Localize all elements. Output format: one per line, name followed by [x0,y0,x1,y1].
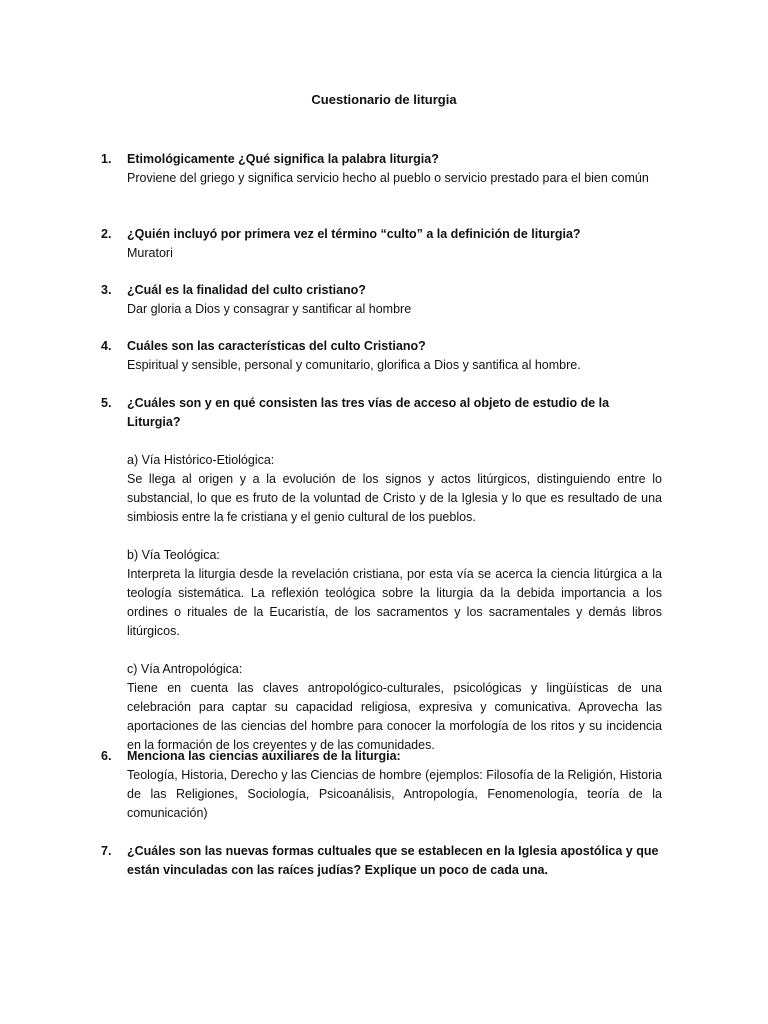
document-title: Cuestionario de liturgia [311,92,457,107]
sub-section-title: b) Vía Teológica: [127,548,220,562]
answer-text: Proviene del griego y significa servicio hecho al pueblo o servicio prestado para el bien común [127,171,649,185]
question-number: 2. [101,227,112,241]
question-item [101,747,662,823]
sub-section-text: Tiene en cuenta las claves antropológico-culturales, psicológicas y lingüísticas de una celebración para captar su capacidad religiosa, expresiva y comunicativa. Aprovecha las aportaciones de las ciencias del hombre para conocer la morfología de los ritos y su incidencia en la formación de los creyentes y de las comunidades. [127,681,662,752]
question-item [101,337,662,375]
question-text: ¿Cuáles son y en qué consisten las tres vías de acceso al objeto de estudio de la Liturgia? [127,396,610,429]
answer-text: Teología, Historia, Derecho y las Ciencias de hombre (ejemplos: Filosofía de la Religión, Historia de las Religiones, Sociología, Psicoanálisis, Antropología, Fenomenología, teoría de la comunicación) [127,768,662,820]
question-item [101,394,662,755]
question-text: Etimológicamente ¿Qué significa la palabra liturgia? [127,152,439,166]
question-text: ¿Quién incluyó por primera vez el término “culto” a la definición de liturgia? [127,227,581,241]
sub-section [127,451,662,527]
question-number: 6. [101,749,112,763]
question-item [101,842,662,880]
question-text: Menciona las ciencias auxiliares de la liturgia: [127,749,401,763]
question-item [101,225,662,263]
question-number: 7. [101,844,112,858]
sub-section-title: a) Vía Histórico-Etiológica: [127,453,275,467]
question-text: ¿Cuáles son las nuevas formas cultuales que se establecen en la Iglesia apostólica y que están vinculadas con las raíces judías? Explique un poco de cada una. [127,844,659,877]
sub-section-text: Interpreta la liturgia desde la revelación cristiana, por esta vía se acerca la ciencia litúrgica a la teología sistemática. La reflexión teológica sobre la liturgia da la debida importancia a los ordines o rituales de la Eucaristía, de los sacramentos y los sacramentales y demás libros litúrgicos. [127,567,662,638]
question-item [101,281,662,319]
answer-text: Dar gloria a Dios y consagrar y santificar al hombre [127,302,412,316]
question-item [101,150,662,188]
question-number: 4. [101,339,112,353]
question-number: 1. [101,152,112,166]
question-text: ¿Cuál es la finalidad del culto cristiano? [127,283,366,297]
sub-section-text: Se llega al origen y a la evolución de los signos y actos litúrgicos, distinguiendo entre lo substancial, lo que es fruto de la voluntad de Cristo y de la Iglesia y lo que es resultado de una simbiosis entre la fe cristiana y el genio cultural de los pueblos. [127,472,662,524]
answer-text: Espiritual y sensible, personal y comunitario, glorifica a Dios y santifica al hombre. [127,358,581,372]
question-number: 5. [101,396,112,410]
sub-section-title: c) Vía Antropológica: [127,662,243,676]
question-text: Cuáles son las características del culto Cristiano? [127,339,426,353]
question-number: 3. [101,283,112,297]
sub-section [127,660,662,755]
answer-text: Muratori [127,246,173,260]
sub-section [127,546,662,641]
